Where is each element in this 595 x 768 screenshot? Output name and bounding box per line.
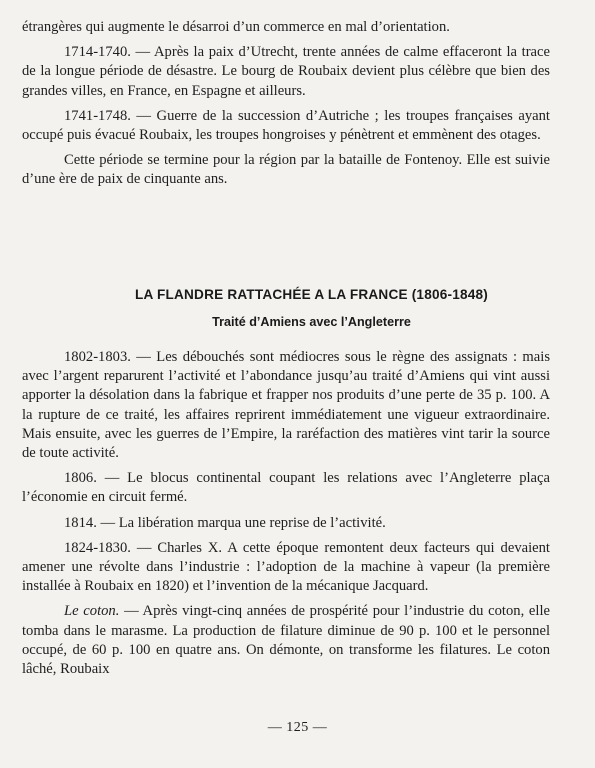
paragraph-le-coton [22,602,550,679]
section-subtitle: Traité d’Amiens avec l’Angleterre [212,315,411,329]
top-text-block [22,18,550,196]
paragraph-fontenoy: Cette période se termine pour la région par la bataille de Fontenoy. Elle est suivie d’une ère de paix de cinquante ans. [22,152,550,188]
paragraph-1814: 1814. — La libération marqua une reprise de l’activité. [64,514,386,531]
paragraph-continuation: étrangères qui augmente le désarroi d’un commerce en mal d’orientation. [22,19,450,35]
paragraph-1714-1740: 1714-1740. — Après la paix d’Utrecht, trente années de calme effaceront la trace de la longue période de désastre. Le bourg de Roubaix devient plus célèbre que bien des grandes villes, en France, en Espagne et ailleurs. [22,44,550,99]
paragraph-lead-italic: Le coton. [64,603,120,620]
page-number: — 125 — [267,720,328,735]
paragraph-1741-1748: 1741-1748. — Guerre de la succession d’Autriche ; les troupes françaises ayant occupé puis évacué Roubaix, les troupes hongroises y pénètrent et emmènent des otages. [22,107,550,144]
paragraph-rest: — Après vingt-cinq années de prospérité pour l’industrie du coton, elle tomba dans le marasme. La production de filature diminue de 90 p. 100 et le personnel occupé, de 60 p. 100 en quatre ans. On démonte, on transforme les filatures. Le coton lâché, Roubaix [22,603,550,678]
paragraph-1824-1830: 1824-1830. — Charles X. A cette époque remontent deux facteurs qui devaient amener une révolte dans l’industrie : l’adoption de la machine à vapeur (la première installée à Roubaix en 1820) et l’invention de la mécanique Jacquard. [22,539,550,595]
section-title: LA FLANDRE RATTACHÉE A LA FRANCE (1806-1848) [135,287,488,302]
paragraph-1806: 1806. — Le blocus continental coupant les relations avec l’Angleterre plaça l’économie en circuit fermé. [22,470,550,506]
paragraph-1802-1803: 1802-1803. — Les débouchés sont médiocres sous le règne des assignats : mais avec l’argent reparurent l’activité et l’abondance jusqu’au traité d’Amiens qui vint aussi apporter la désolation dans la fabrique et frapper nos produits d’une perte de 35 p. 100. A la rupture de ce traité, les affaires reprirent immédiatement une vigueur extraordinaire. Mais ensuite, avec les guerres de l’Empire, la raréfaction des matières vint tarir la source de toute activité. [22,349,550,462]
bottom-text-block [22,348,550,685]
